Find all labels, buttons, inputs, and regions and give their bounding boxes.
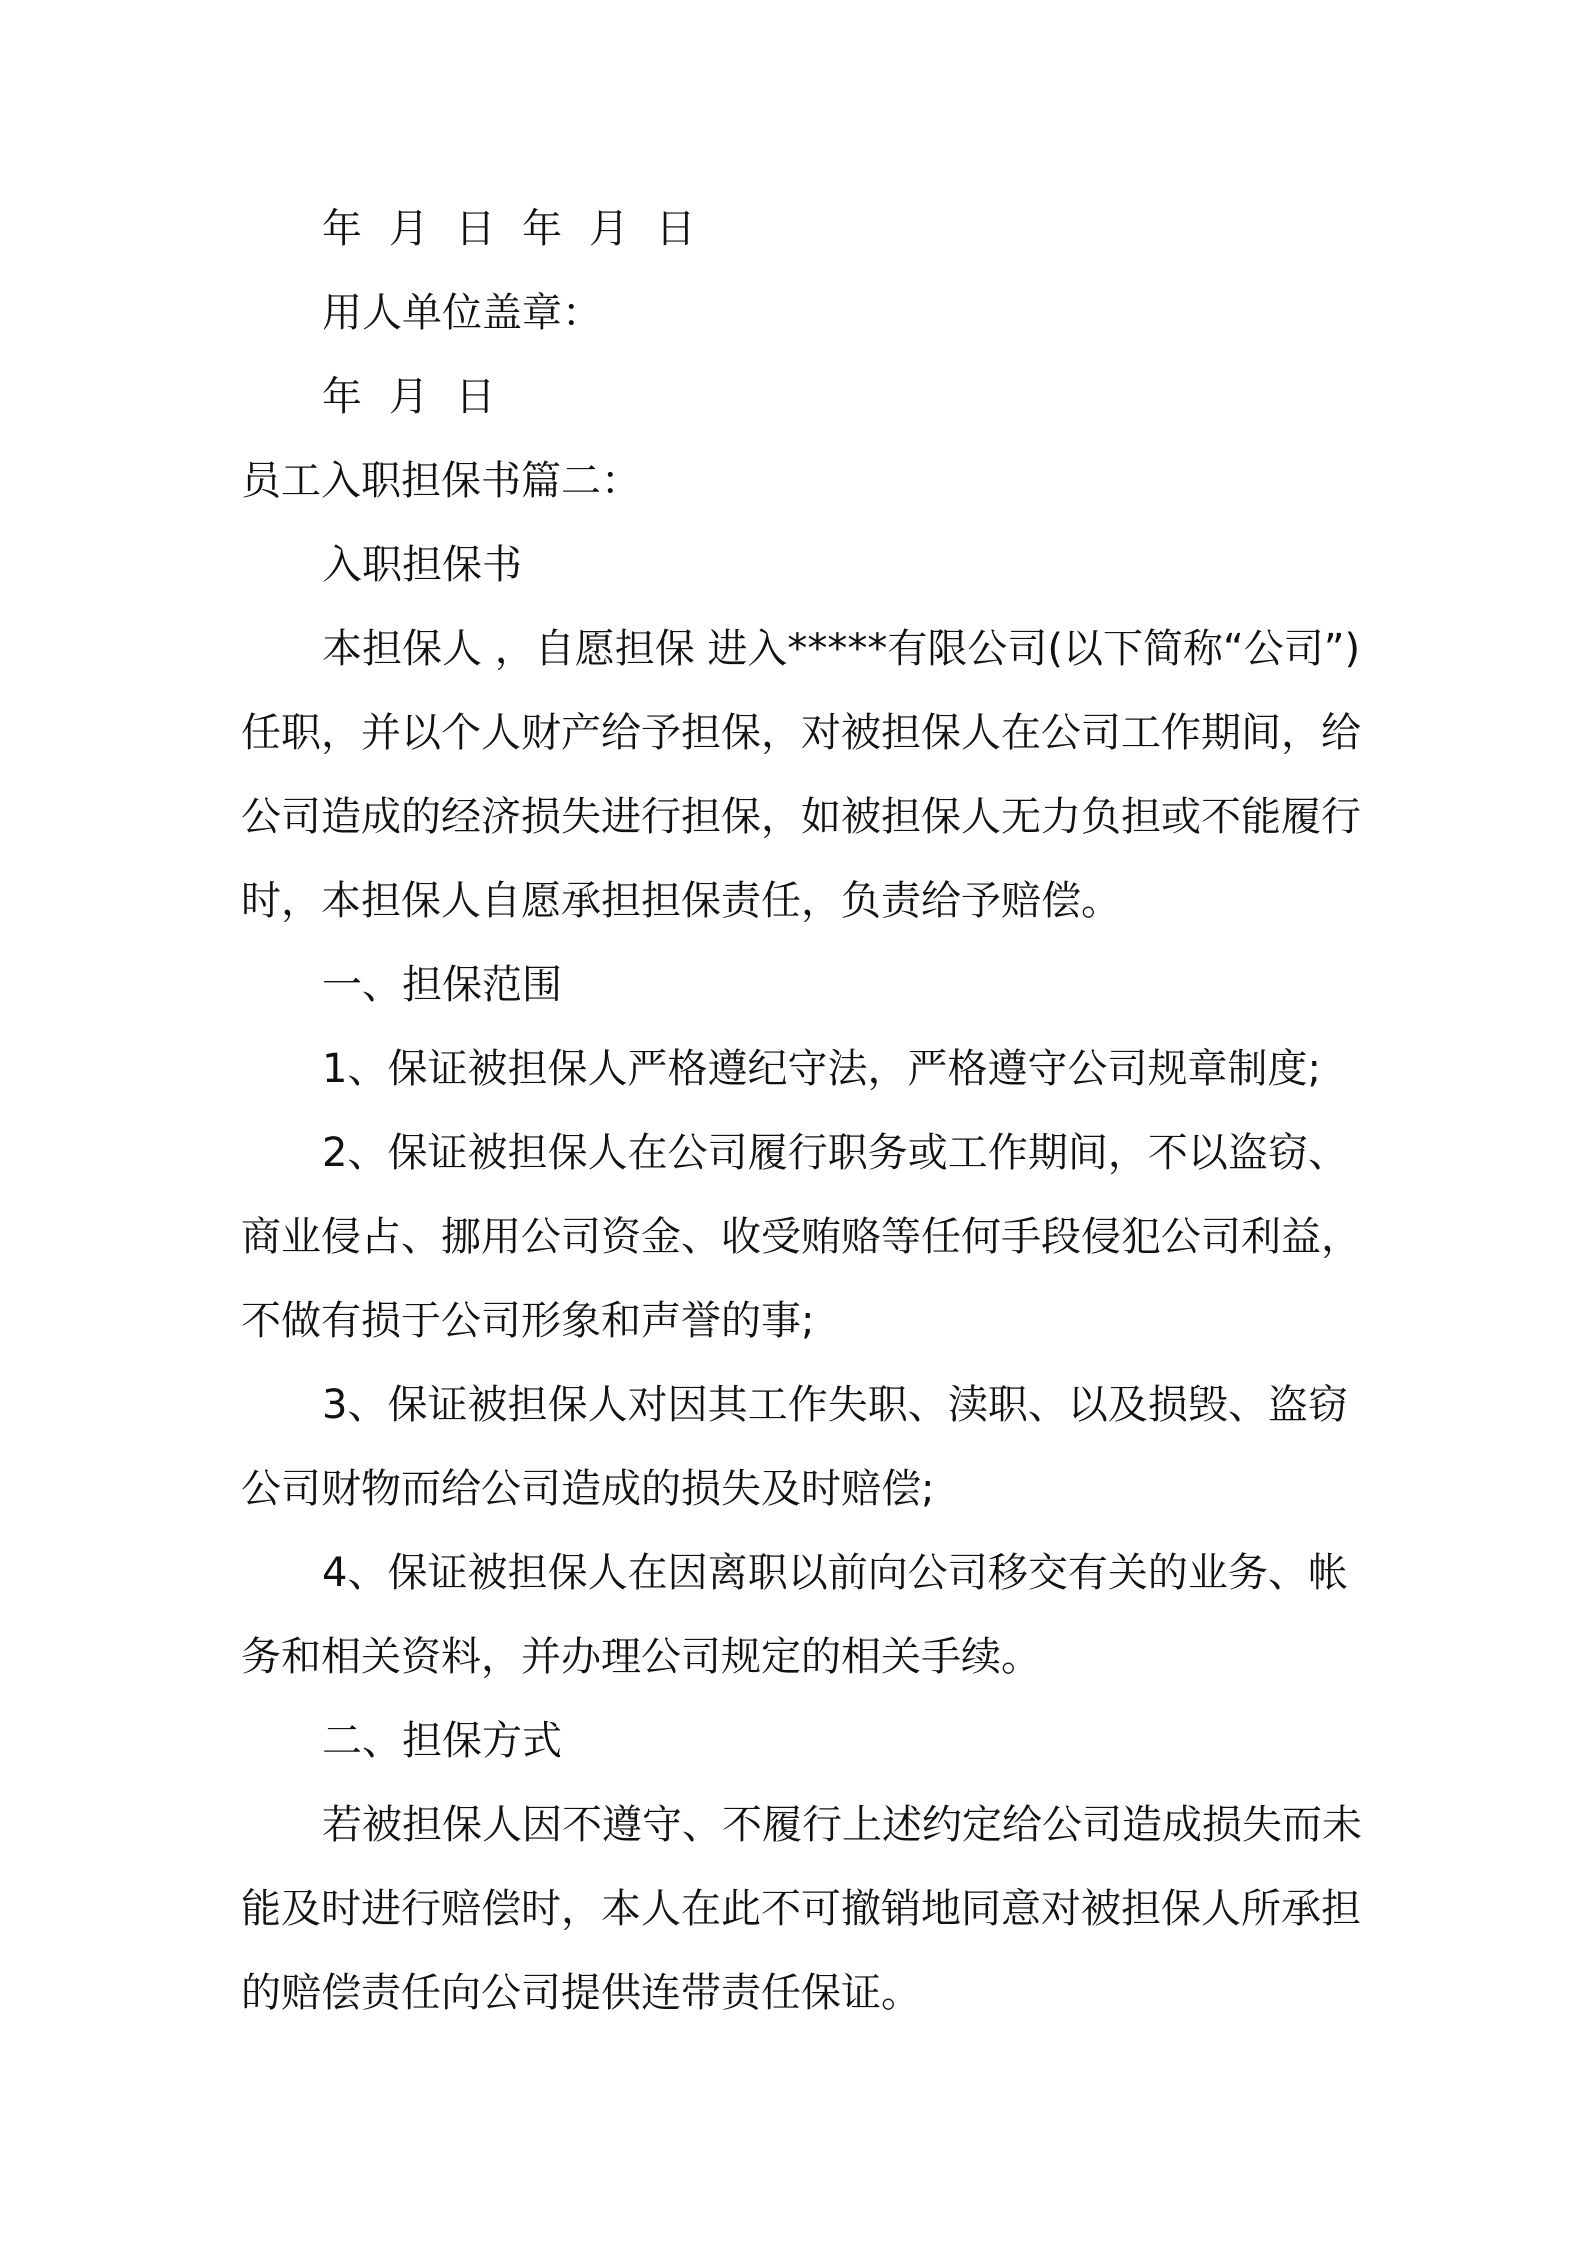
paragraph-line: 公司造成的经济损失进行担保，如被担保人无力负担或不能履行 — [241, 794, 1361, 840]
paragraph-line: 若被担保人因不遵守、不履行上述约定给公司造成损失而未 — [322, 1802, 1362, 1848]
paragraph-line: 能及时进行赔偿时，本人在此不可撤销地同意对被担保人所承担 — [241, 1886, 1361, 1932]
section-heading-scope: 一、担保范围 — [322, 962, 562, 1008]
paragraph-line: 本担保人 ，自愿担保 进入*****有限公司(以下简称“公司”) — [322, 626, 1361, 672]
paragraph-line: 任职，并以个人财产给予担保，对被担保人在公司工作期间，给 — [241, 710, 1361, 756]
document-title: 入职担保书 — [322, 542, 522, 588]
list-item-continuation: 不做有损于公司形象和声誉的事; — [241, 1298, 815, 1344]
list-item: 4、保证被担保人在因离职以前向公司移交有关的业务、帐 — [322, 1550, 1348, 1596]
list-item-continuation: 务和相关资料，并办理公司规定的相关手续。 — [241, 1634, 1041, 1680]
list-item: 2、保证被担保人在公司履行职务或工作期间，不以盗窃、 — [322, 1130, 1348, 1176]
section-heading-method: 二、担保方式 — [322, 1718, 562, 1764]
list-item: 3、保证被担保人对因其工作失职、渎职、以及损毁、盗窃 — [322, 1382, 1348, 1428]
paragraph-line: 的赔偿责任向公司提供连带责任保证。 — [241, 1970, 921, 2016]
section-heading-part-two: 员工入职担保书篇二： — [241, 458, 641, 504]
employer-seal-label: 用人单位盖章： — [322, 290, 602, 336]
date-line: 年 月 日 — [322, 374, 496, 420]
list-item-continuation: 公司财物而给公司造成的损失及时赔偿; — [241, 1466, 935, 1512]
paragraph-line: 时，本担保人自愿承担担保责任，负责给予赔偿。 — [241, 878, 1121, 924]
list-item: 1、保证被担保人严格遵纪守法，严格遵守公司规章制度; — [322, 1046, 1321, 1092]
date-line-double: 年 月 日 年 月 日 — [322, 206, 696, 252]
list-item-continuation: 商业侵占、挪用公司资金、收受贿赂等任何手段侵犯公司利益， — [241, 1214, 1361, 1260]
